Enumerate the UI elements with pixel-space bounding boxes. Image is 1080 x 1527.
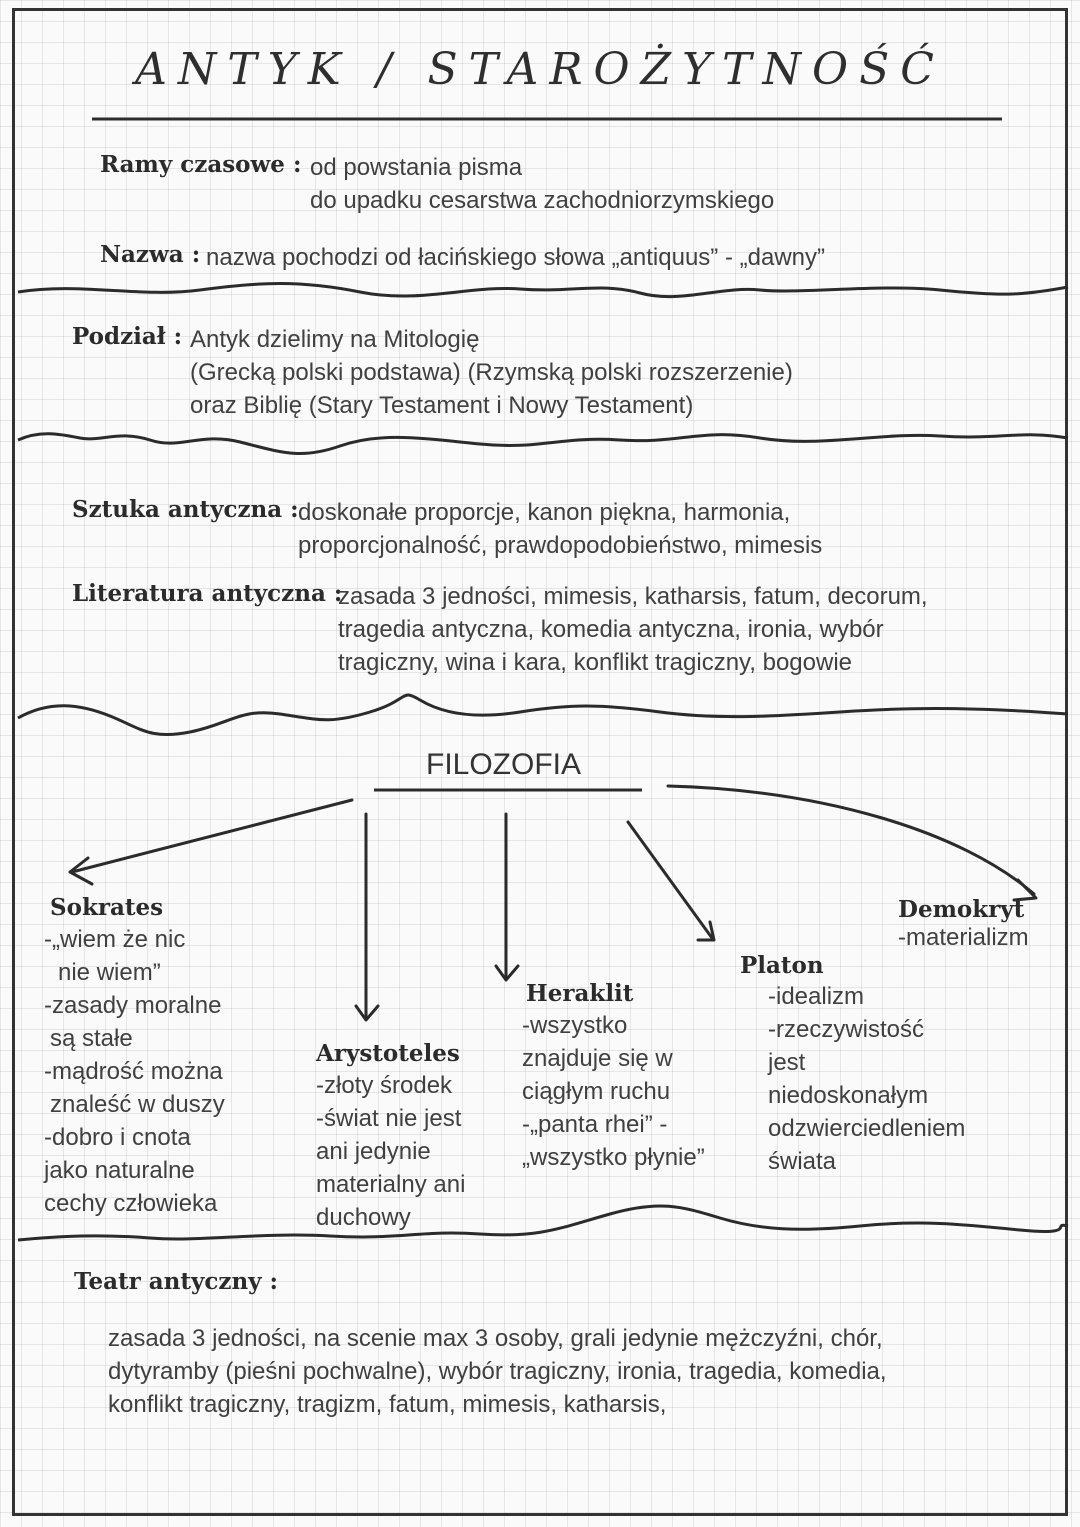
platon-line: odzwierciedleniem xyxy=(768,1115,966,1142)
arrow-sokrates xyxy=(72,800,352,872)
platon-line: -rzeczywistość xyxy=(768,1016,925,1043)
arystoteles-block xyxy=(316,1040,465,1234)
sokrates-block xyxy=(44,894,225,1220)
teatr-line: konflikt tragiczny, tragizm, fatum, mimesis, katharsis, xyxy=(108,1391,667,1418)
sztuka-label: Sztuka antyczna : xyxy=(72,496,299,523)
podzial-line: oraz Biblię (Stary Testament i Nowy Testament) xyxy=(190,392,694,419)
sokrates-text xyxy=(44,923,225,1220)
arystoteles-line: -świat nie jest xyxy=(316,1105,462,1132)
platon-line: -idealizm xyxy=(768,983,865,1010)
demokryt-name: Demokryt xyxy=(898,896,1025,923)
heraklit-line: -wszystko xyxy=(522,1012,628,1039)
sokrates-line: nie wiem” xyxy=(58,959,161,986)
sokrates-name: Sokrates xyxy=(50,894,164,921)
demokryt-text xyxy=(898,921,1029,954)
literatura-line: zasada 3 jedności, mimesis, katharsis, fatum, decorum, xyxy=(338,583,928,610)
wavy-divider-3 xyxy=(18,695,1068,735)
sztuka-line: doskonałe proporcje, kanon piękna, harmonia, xyxy=(298,499,791,526)
sokrates-line: jako naturalne xyxy=(44,1157,195,1184)
arystoteles-line: materialny ani xyxy=(316,1171,466,1198)
nazwa-text: nazwa pochodzi od łacińskiego słowa „antiquus” - „dawny” xyxy=(206,244,825,271)
sokrates-line: -„wiem że nic xyxy=(44,926,186,953)
demokryt-block xyxy=(898,896,1029,954)
ramy-text xyxy=(310,151,774,217)
platon-text xyxy=(768,980,965,1178)
filozofia-title: FILOZOFIA xyxy=(426,748,582,781)
sokrates-line: -mądrość można xyxy=(44,1058,223,1085)
sokrates-line: znaleść w duszy xyxy=(50,1091,225,1118)
heraklit-line: znajduje się w xyxy=(522,1045,673,1072)
literatura-text xyxy=(338,580,928,679)
podzial-label: Podział : xyxy=(72,323,183,350)
ramy-line: do upadku cesarstwa zachodniorzymskiego xyxy=(310,187,775,214)
platon-line: jest xyxy=(768,1049,806,1076)
wavy-divider-2 xyxy=(18,434,1068,454)
heraklit-text xyxy=(522,1009,705,1174)
sokrates-line: -zasady moralne xyxy=(44,992,222,1019)
heraklit-line: ciągłym ruchu xyxy=(522,1078,671,1105)
platon-name: Platon xyxy=(740,952,824,979)
sztuka-line: proporcjonalność, prawdopodobieństwo, mimesis xyxy=(298,532,823,559)
heraklit-line: -„panta rhei” - xyxy=(522,1111,668,1138)
teatr-label: Teatr antyczny : xyxy=(74,1268,279,1295)
arystoteles-name: Arystoteles xyxy=(316,1040,460,1067)
arrow-demokryt xyxy=(668,786,1034,894)
ramy-line: od powstania pisma xyxy=(310,154,523,181)
sztuka-text xyxy=(298,496,822,562)
podzial-line: Antyk dzielimy na Mitologię xyxy=(190,326,480,353)
sokrates-line: -dobro i cnota xyxy=(44,1124,191,1151)
page-title: ANTYK / STAROŻYTNOŚĆ xyxy=(135,44,945,95)
arystoteles-line: -złoty środek xyxy=(316,1072,453,1099)
sokrates-line: cechy człowieka xyxy=(44,1190,218,1217)
demokryt-line: -materializm xyxy=(898,924,1029,951)
podzial-line: (Grecką polski podstawa) (Rzymską polski rozszerzenie) xyxy=(190,359,793,386)
heraklit-line: „wszystko płynie” xyxy=(522,1144,705,1171)
heraklit-block xyxy=(522,980,705,1174)
arystoteles-text xyxy=(316,1069,465,1234)
arystoteles-line: duchowy xyxy=(316,1204,411,1231)
ramy-label: Ramy czasowe : xyxy=(100,151,302,178)
teatr-text xyxy=(108,1322,887,1421)
platon-line: świata xyxy=(768,1148,837,1175)
literatura-label: Literatura antyczna : xyxy=(72,580,343,607)
nazwa-label: Nazwa : xyxy=(100,241,201,268)
literatura-line: tragedia antyczna, komedia antyczna, ironia, wybór xyxy=(338,616,884,643)
arrow-platon xyxy=(628,822,712,938)
teatr-line: zasada 3 jedności, na scenie max 3 osoby, grali jedynie mężczyźni, chór, xyxy=(108,1325,883,1352)
arystoteles-line: ani jedynie xyxy=(316,1138,431,1165)
wavy-divider-1 xyxy=(18,284,1068,297)
podzial-text xyxy=(190,323,793,422)
teatr-line: dytyramby (pieśni pochwalne), wybór tragiczny, ironia, tragedia, komedia, xyxy=(108,1358,887,1385)
platon-line: niedoskonałym xyxy=(768,1082,929,1109)
literatura-line: tragiczny, wina i kara, konflikt tragiczny, bogowie xyxy=(338,649,852,676)
sokrates-line: są stałe xyxy=(50,1025,133,1052)
heraklit-name: Heraklit xyxy=(526,980,634,1007)
